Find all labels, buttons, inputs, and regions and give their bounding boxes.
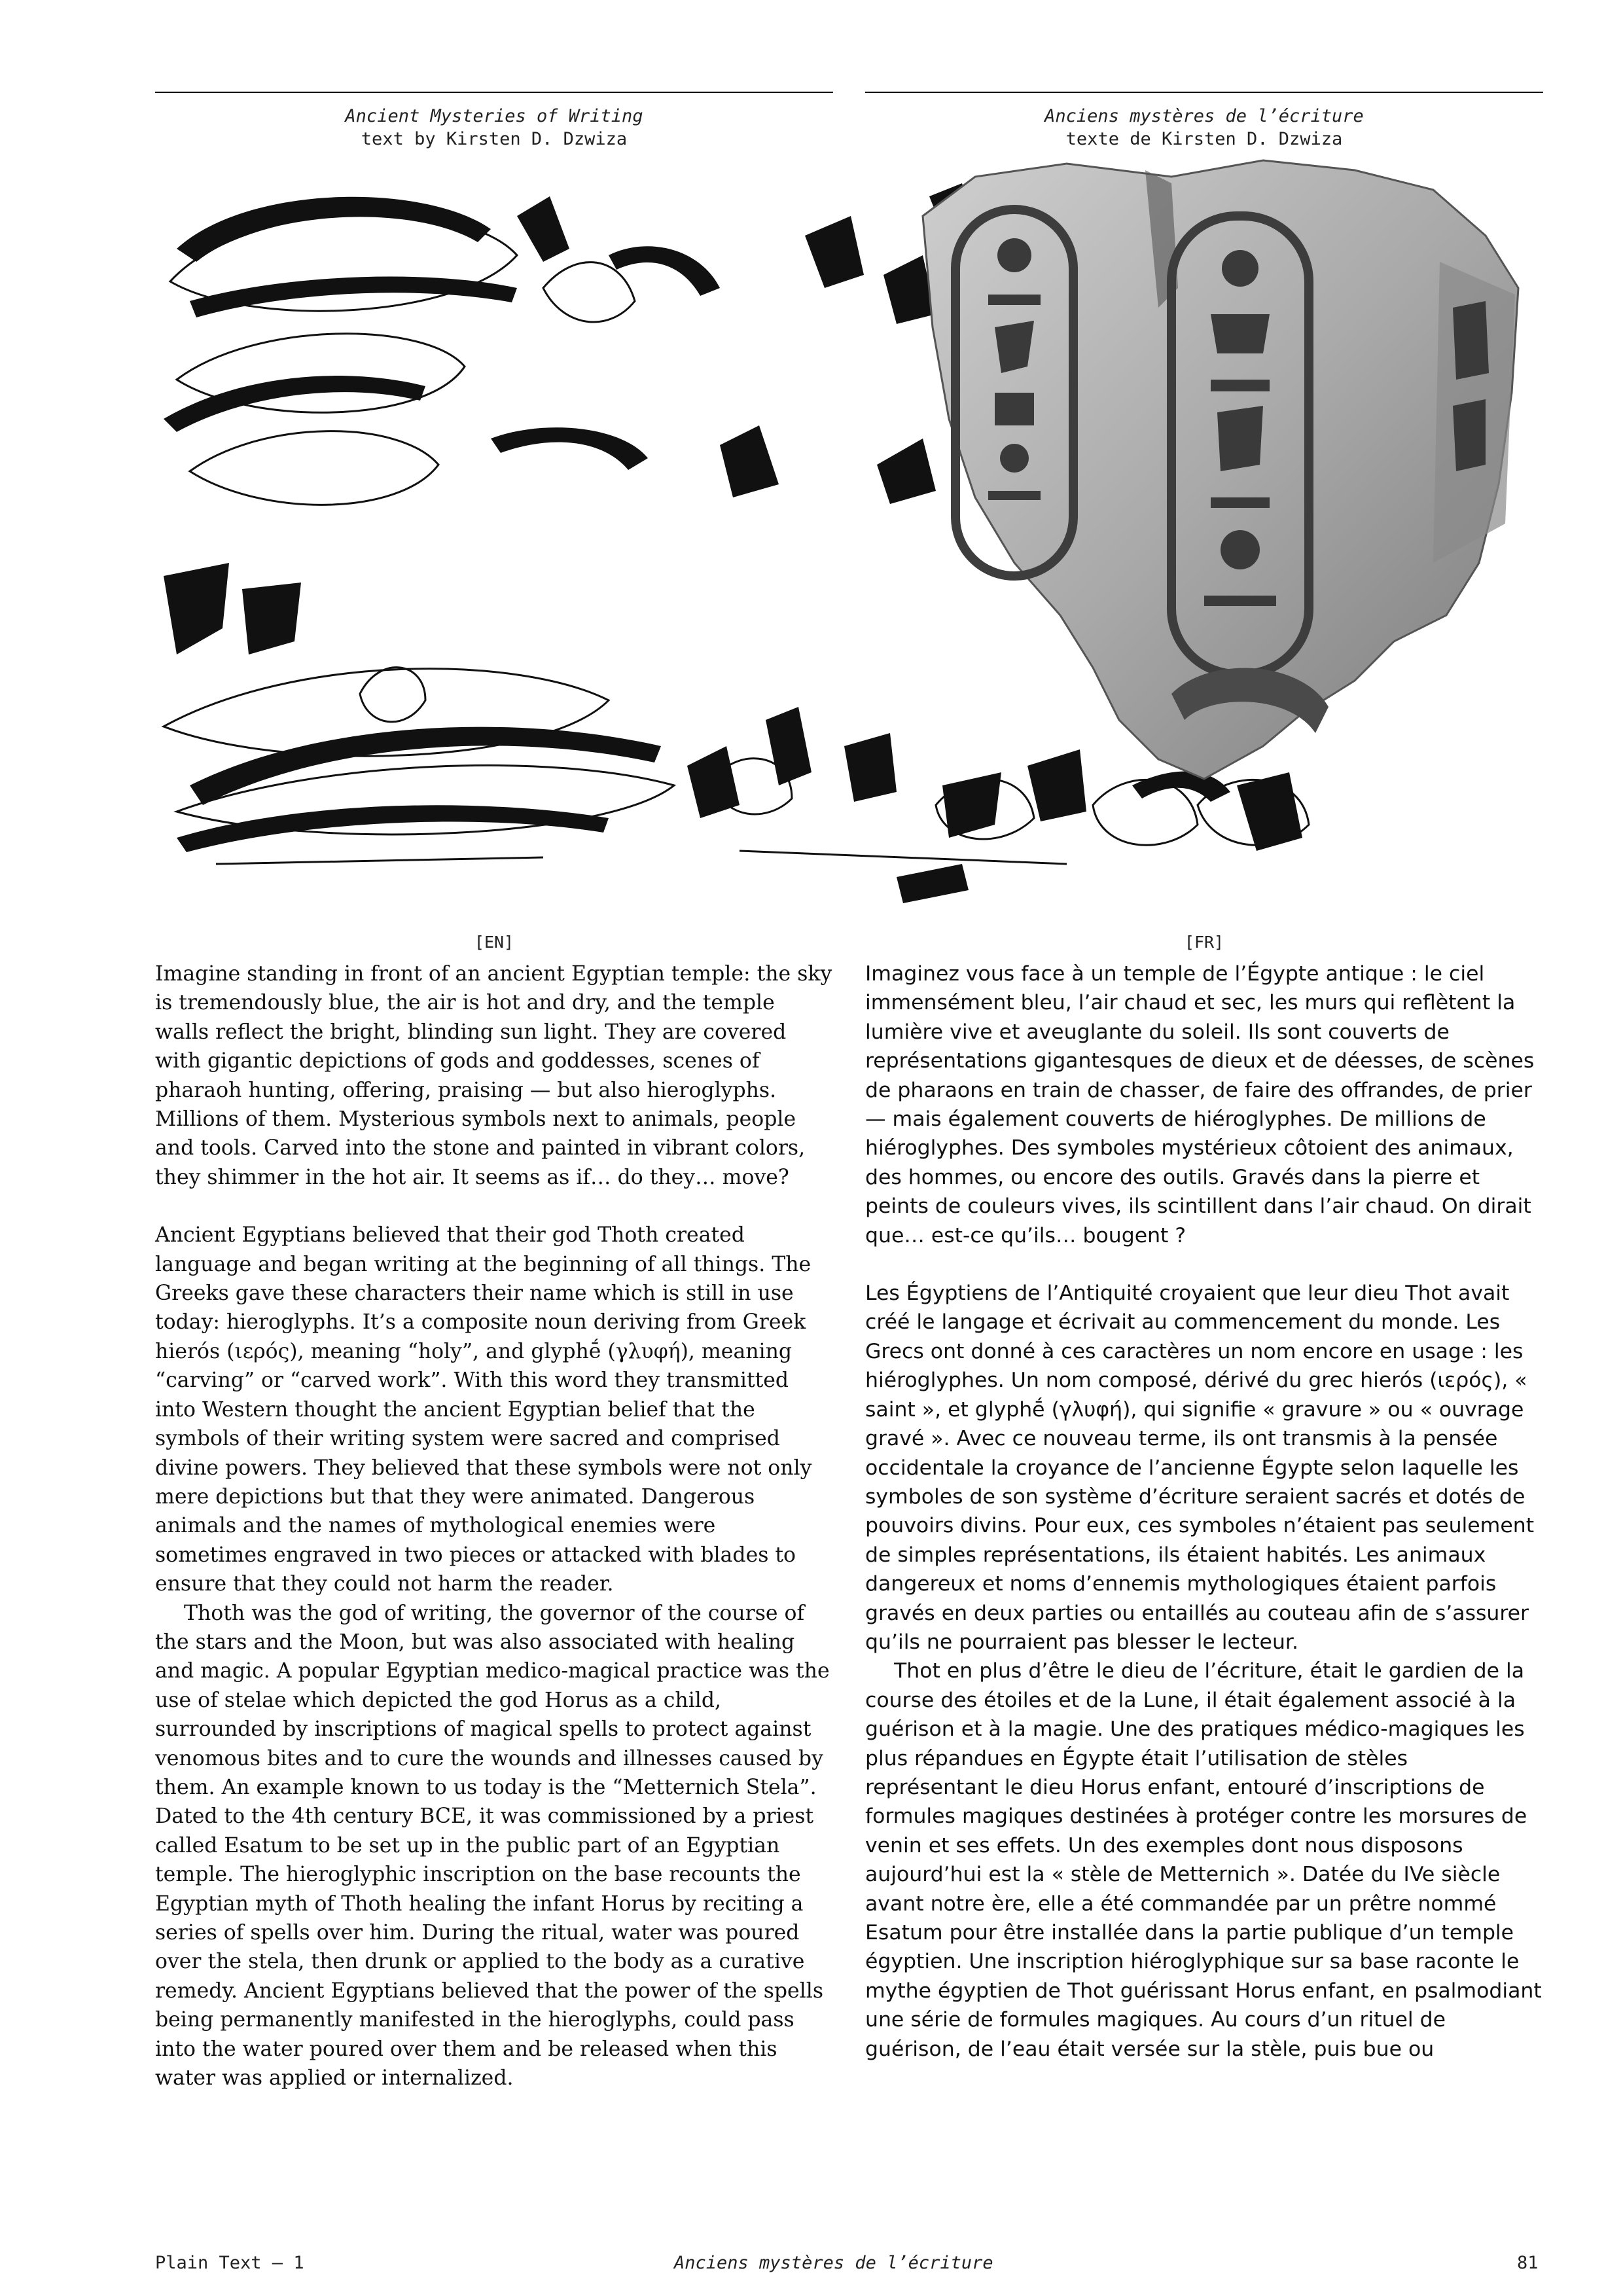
hieroglyph-stone-image (897, 157, 1522, 798)
footer-center: Anciens mystères de l’écriture (674, 2253, 993, 2273)
language-tag-fr: [FR] (1184, 933, 1224, 952)
page-number: 81 (1517, 2253, 1539, 2273)
english-paragraph-1: Imagine standing in front of an ancient Egyptian temple: the sky is tremendously blue, the air is hot and dry, and the temple walls reflect the bright, blinding sun light. They are covered with gigantic depictions of gods and goddesses, scenes of pharaoh hunting, offering, praising — but also hieroglyphs. Millions of them. Mysterious symbols next to animals, people and tools. Carved into the stone and painted in vibrant colors, they shimmer in the hot air. It seems as if… do they… move? (155, 962, 832, 1189)
header-author-en: text by Kirsten D. Dzwiza (361, 129, 628, 149)
language-tag-en: [EN] (474, 933, 514, 952)
header-title-en: Ancient Mysteries of Writing (345, 106, 643, 126)
header-left (157, 105, 831, 151)
french-paragraph-1: Imaginez vous face à un temple de l’Égypte antique : le ciel immensément bleu, l’air chaud et sec, les murs qui reflètent la lumière vive et aveuglante du soleil. Ils sont couverts de représentations gigantesques de dieux et de déesses, de scènes de pharaons en train de chasser, de faire des offrandes, de prier — mais également couverts de hiéroglyphes. De millions de hiéroglyphes. Des symboles mystérieux côtoient des animaux, des hommes, ou encore des outils. Gravés dans la pierre et peints de couleurs vives, ils scintillent dans l’air chaud. On dirait que… est-ce qu’ils… bougent ? (865, 962, 1535, 1247)
header-title-fr: Anciens mystères de l’écriture (1044, 106, 1364, 126)
header-author-fr: texte de Kirsten D. Dzwiza (1065, 129, 1343, 149)
header-rule-left (155, 92, 833, 93)
header-rule-right (865, 92, 1543, 93)
french-column (865, 960, 1543, 2064)
footer-left: Plain Text – 1 (155, 2253, 304, 2273)
english-paragraph-3: Thoth was the god of writing, the governor of the course of the stars and the Moon, but was also associated with healing and magic. A popular Egyptian medico-magical practice was the use of stelae which depicted the god Horus as a child, surrounded by inscriptions of magical spells to protect against venomous bites and to cure the wounds and illnesses caused by them. An example known to us today is the “Metternich Stela”. Dated to the 4th century BCE, it was commissioned by a priest called Esatum to be set up in the public part of an Egyptian temple. The hieroglyphic inscription on the base recounts the Egyptian myth of Thoth healing the infant Horus by reciting a series of spells over him. During the ritual, water was poured over the stela, then drunk or applied to the body as a curative remedy. Ancient Egyptians believed that the power of the spells being permanently manifested in the hieroglyphs, could pass into the water poured over them and be released when this water was applied or internalized. (155, 1601, 830, 2090)
french-paragraph-3: Thot en plus d’être le dieu de l’écriture, était le gardien de la course des étoiles et de la Lune, il était également associé à la guérison et à la magie. Une des pratiques médico-magiques les plus répandues en Égypte était l’utilisation de stèles représentant le dieu Horus enfant, entouré d’inscriptions de formules magiques destinées à protéger contre les morsures de venin et ses effets. Un des exemples dont nous disposons aujourd’hui est la « stèle de Metternich ». Datée du IVe siècle avant notre ère, elle a été commandée par un prêtre nommé Esatum pour être installée dans la partie publique d’un temple égyptien. Une inscription hiéroglyphique sur sa base raconte le mythe égyptien de Thot guérissant Horus enfant, en psalmodiant une série de formules magiques. Au cours d’un rituel de guérison, de l’eau était versée sur la stèle, puis bue ou (865, 1659, 1542, 2061)
header-right (867, 105, 1541, 151)
french-paragraph-2: Les Égyptiens de l’Antiquité croyaient que leur dieu Thot avait créé le langage et écrivait au commencement du monde. Les Grecs ont donné à ces caractères un nom encore en usage : les hiéroglyphes. Un nom composé, dérivé du grec hierós (ιερός), « saint », et glyphḗ (γλυφή), qui signifie « gravure » ou « ouvrage gravé ». Avec ce nouveau terme, ils ont transmis à la pensée occidentale la croyance de l’ancienne Égypte selon laquelle les symboles de son système d’écriture seraient sacrés et dotés de pouvoirs divins. Pour eux, ces symboles n’étaient pas seulement de simples représentations, ils étaient habités. Les animaux dangereux et noms d’ennemis mythologiques étaient parfois gravés en deux parties ou entaillés au couteau afin de s’assurer qu’ils ne pourraient pas blesser le lecteur. (865, 1282, 1535, 1654)
english-paragraph-2: Ancient Egyptians believed that their god Thoth created language and began writing at the beginning of all things. The Greeks gave these characters their name which is still in use today: hieroglyphs. It’s a composite noun deriving from Greek hierós (ιερός), meaning “holy”, and glyphḗ (γλυφή), meaning “carving” or “carved work”. With this word they transmitted into Western thought the ancient Egyptian belief that the symbols of their writing system were sacred and comprised divine powers. They believed that these symbols were not only mere depictions but that they were animated. Dangerous animals and the names of mythological enemies were sometimes engraved in two pieces or attacked with blades to ensure that they could not harm the reader. (155, 1223, 812, 1596)
english-column (155, 960, 833, 2092)
